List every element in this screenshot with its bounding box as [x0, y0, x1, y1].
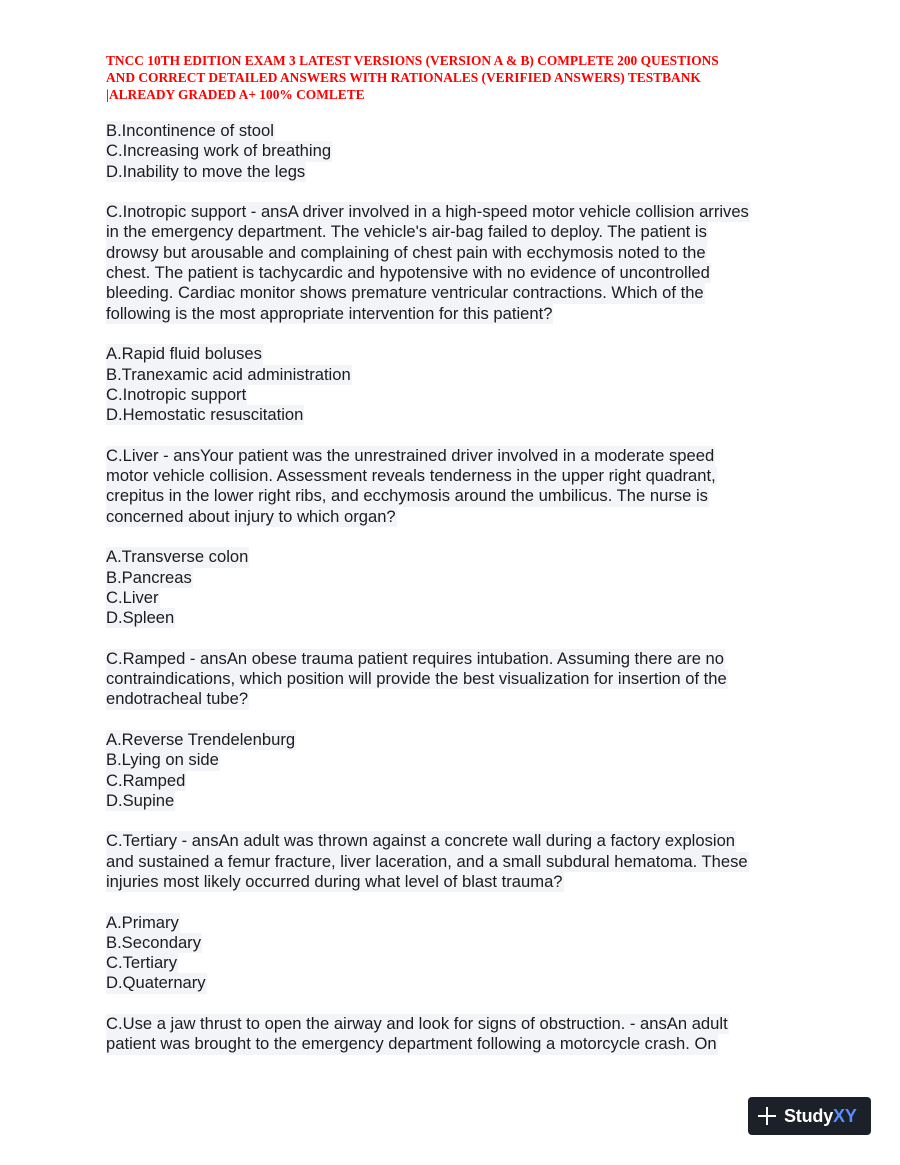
- text-line: patient was brought to the emergency department following a motorcycle crash. On: [106, 1034, 717, 1054]
- text-line: contraindications, which position will provide the best visualization for insertion of the: [106, 669, 727, 689]
- text-line: C.Liver - ansYour patient was the unrestrained driver involved in a moderate speed: [106, 445, 715, 465]
- text-line: endotracheal tube?: [106, 689, 249, 709]
- text-line: C.Ramped - ansAn obese trauma patient requires intubation. Assuming there are no: [106, 648, 725, 668]
- text-line: A.Transverse colon: [106, 547, 249, 567]
- paragraph-gap: [106, 892, 806, 912]
- text-line: concerned about injury to which organ?: [106, 506, 396, 526]
- brand-name-accent: XY: [833, 1105, 857, 1126]
- text-line: in the emergency department. The vehicle's air-bag failed to deploy. The patient is: [106, 222, 707, 242]
- paragraph-gap: [106, 710, 806, 730]
- text-line: D.Quaternary: [106, 973, 206, 993]
- paragraph-gap: [106, 994, 806, 1014]
- text-line: B.Tranexamic acid administration: [106, 364, 351, 384]
- title-line: AND CORRECT DETAILED ANSWERS WITH RATIONALES (VERIFIED ANSWERS) TESTBANK: [106, 70, 701, 85]
- text-line: D.Supine: [106, 790, 175, 810]
- text-line: D.Spleen: [106, 608, 175, 628]
- text-block: [106, 446, 806, 527]
- text-line: C.Tertiary: [106, 953, 177, 973]
- plus-icon: [756, 1105, 778, 1127]
- text-line: B.Pancreas: [106, 567, 192, 587]
- text-line: C.Inotropic support - ansA driver involved in a high-speed motor vehicle collision arrives: [106, 202, 749, 222]
- text-line: C.Inotropic support: [106, 384, 247, 404]
- text-line: motor vehicle collision. Assessment reveals tenderness in the upper right quadrant,: [106, 466, 716, 486]
- text-line: A.Primary: [106, 912, 179, 932]
- paragraph-gap: [106, 628, 806, 648]
- text-line: injuries most likely occurred during what level of blast trauma?: [106, 871, 563, 891]
- text-line: bleeding. Cardiac monitor shows premature ventricular contractions. Which of the: [106, 283, 704, 303]
- text-block: [106, 547, 806, 628]
- text-line: B.Secondary: [106, 932, 202, 952]
- text-line: B.Incontinence of stool: [106, 121, 274, 140]
- text-block: [106, 913, 806, 994]
- text-line: A.Reverse Trendelenburg: [106, 729, 296, 749]
- studyxy-badge[interactable]: [748, 1097, 871, 1135]
- text-block: [106, 121, 806, 182]
- text-line: C.Use a jaw thrust to open the airway and look for signs of obstruction. - ansAn adult: [106, 1014, 728, 1034]
- text-line: D.Hemostatic resuscitation: [106, 405, 304, 425]
- title-line: |ALREADY GRADED A+ 100% COMLETE: [106, 87, 365, 102]
- text-block: [106, 649, 806, 710]
- text-line: and sustained a femur fracture, liver laceration, and a small subdural hematoma. These: [106, 851, 748, 871]
- text-block: [106, 344, 806, 425]
- document-body: [106, 121, 806, 1055]
- text-line: drowsy but arousable and complaining of chest pain with ecchymosis noted to the: [106, 242, 706, 262]
- text-line: C.Tertiary - ansAn adult was thrown against a concrete wall during a factory explosion: [106, 831, 736, 851]
- brand-name-main: Study: [784, 1105, 834, 1126]
- text-block: [106, 202, 806, 324]
- paragraph-gap: [106, 425, 806, 445]
- text-line: chest. The patient is tachycardic and hypotensive with no evidence of uncontrolled: [106, 263, 710, 283]
- text-line: A.Rapid fluid boluses: [106, 344, 262, 364]
- text-line: C.Increasing work of breathing: [106, 141, 332, 161]
- text-line: D.Inability to move the legs: [106, 161, 306, 181]
- text-line: C.Liver: [106, 587, 159, 607]
- text-block: [106, 730, 806, 811]
- title-line: TNCC 10TH EDITION EXAM 3 LATEST VERSIONS (VERSION A & B) COMPLETE 200 QUESTIONS: [106, 53, 719, 68]
- text-line: B.Lying on side: [106, 750, 219, 770]
- paragraph-gap: [106, 527, 806, 547]
- document-title: [106, 52, 806, 103]
- text-line: crepitus in the lower right ribs, and ecchymosis around the umbilicus. The nurse is: [106, 486, 708, 506]
- paragraph-gap: [106, 811, 806, 831]
- brand-name: [784, 1106, 857, 1127]
- text-block: [106, 1014, 806, 1055]
- text-block: [106, 831, 806, 892]
- paragraph-gap: [106, 182, 806, 202]
- text-line: C.Ramped: [106, 770, 186, 790]
- text-line: following is the most appropriate intervention for this patient?: [106, 303, 553, 323]
- paragraph-gap: [106, 324, 806, 344]
